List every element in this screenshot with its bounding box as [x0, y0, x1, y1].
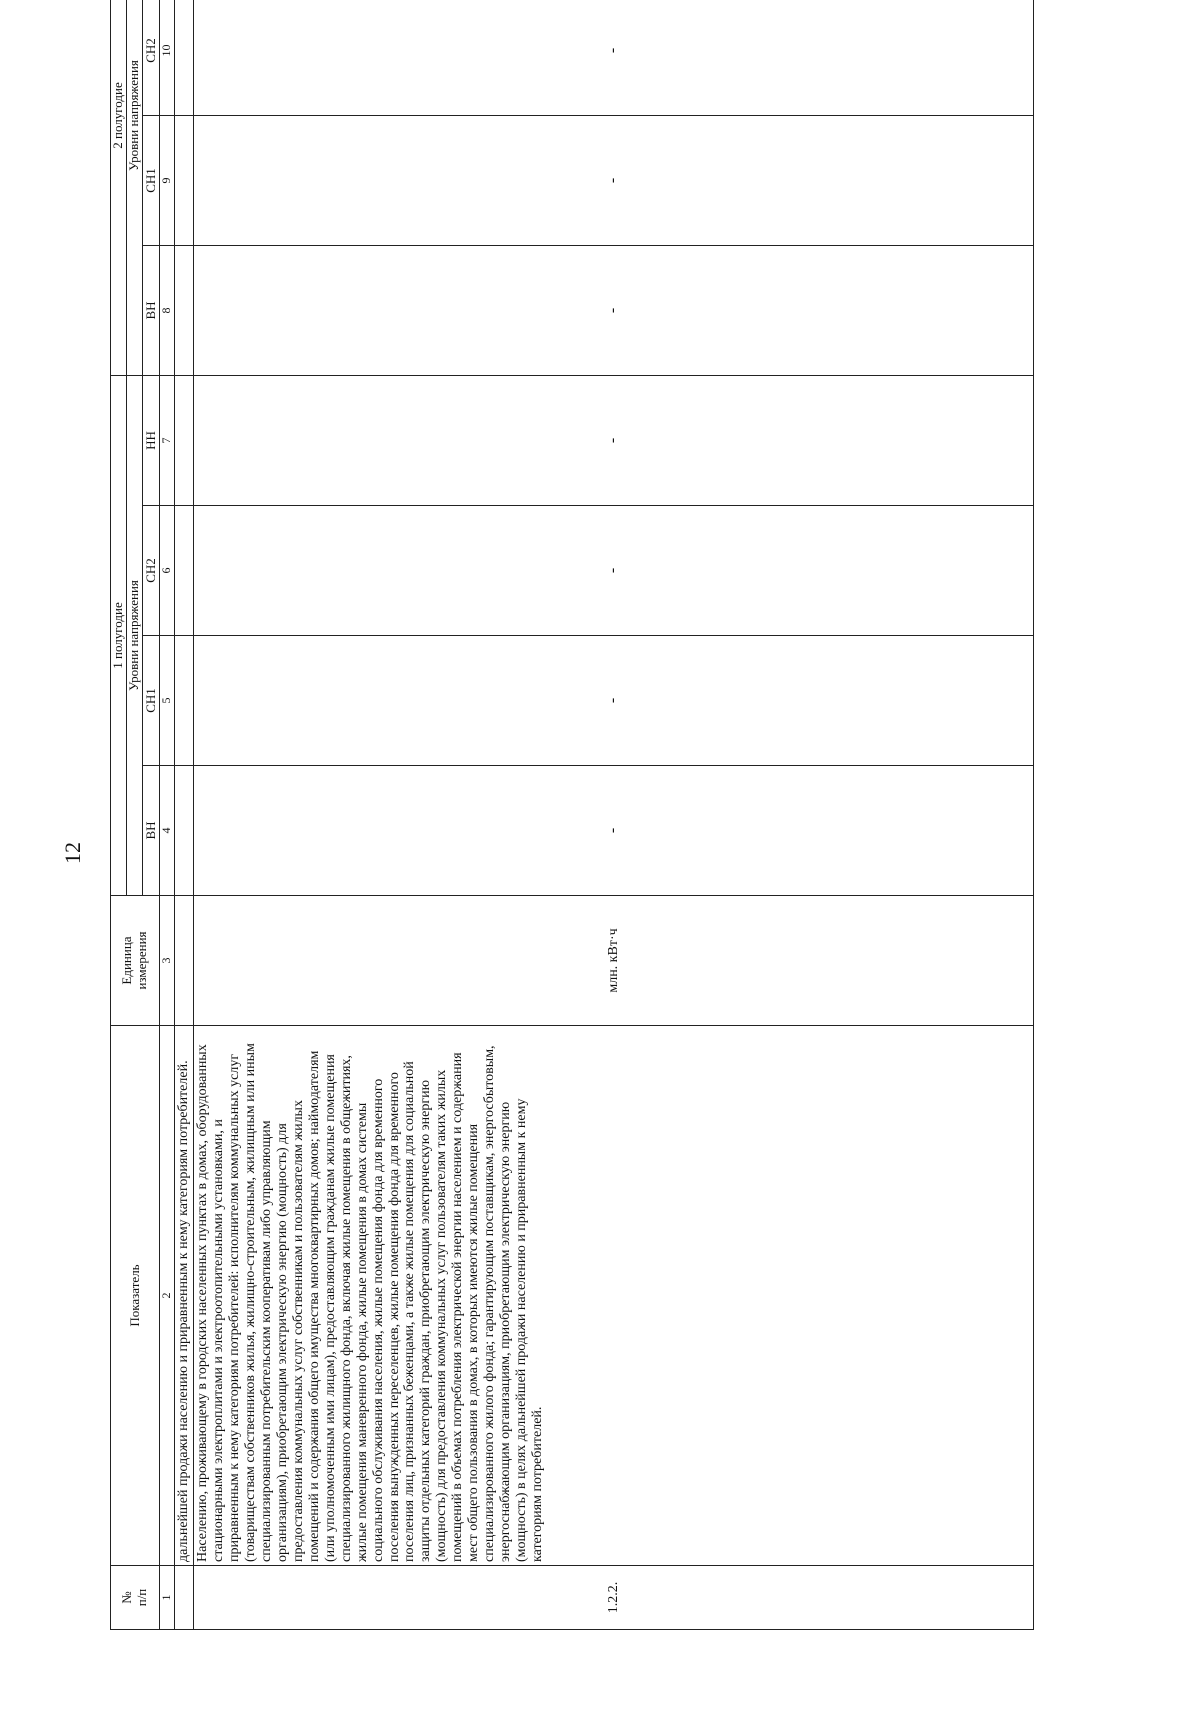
value-cell: - — [194, 246, 1034, 376]
table-row — [194, 0, 1034, 1630]
header-voltage-2: Уровни напряжения — [126, 0, 142, 376]
column-number: 4 — [160, 766, 175, 896]
row-unit — [175, 896, 194, 1026]
level-sn1-1: СН1 — [142, 636, 160, 766]
column-number: 7 — [160, 376, 175, 506]
level-sn2-1: СН2 — [142, 506, 160, 636]
column-number: 3 — [160, 896, 175, 1026]
header-unit: Единица измерения — [111, 896, 160, 1026]
header-indicator: Показатель — [111, 1026, 160, 1566]
header-half-1: 1 полугодие — [111, 376, 127, 896]
column-number: 1 — [160, 1566, 175, 1630]
rotated-table-container — [110, 38, 1075, 1630]
header-voltage-1: Уровни напряжения — [126, 376, 142, 896]
value-cell — [175, 376, 194, 506]
level-sn2-2: СН2 — [142, 0, 160, 116]
page-number: 12 — [60, 842, 85, 864]
value-cell: - — [194, 636, 1034, 766]
value-cell: - — [194, 0, 1034, 116]
value-cell — [175, 116, 194, 246]
column-number: 5 — [160, 636, 175, 766]
row-number — [175, 1566, 194, 1630]
value-cell — [175, 0, 194, 116]
table-row — [175, 0, 194, 1630]
column-number: 9 — [160, 116, 175, 246]
value-cell — [175, 506, 194, 636]
level-vn-1: ВН — [142, 766, 160, 896]
value-cell — [175, 636, 194, 766]
column-number: 10 — [160, 0, 175, 116]
value-cell — [175, 766, 194, 896]
level-nn-1: НН — [142, 376, 160, 506]
column-numbering-row — [160, 0, 175, 1630]
row-indicator-text: дальнейшей продажи населению и приравненным к нему категориям потребителей. — [175, 1026, 194, 1566]
row-indicator-text: Населению, проживающему в городских населенных пунктах в домах, оборудованных стационарными электроплитами и электроотопительными установками, и приравненным к нему категориям потребителей: исполнителям коммунальных услуг (товариществам собственников жилья, жилищно-строительным, жилищным или иным специализированным потребительским кооперативам либо управляющим организациям), приобретающим электрическую энергию (мощность) для предоставления коммунальных услуг собственникам и пользователям жилых помещений и содержания общего имущества многоквартирных домов; наймодателям (или уполномоченным ими лицам), предоставляющим гражданам жилые помещения специализированного жилищного фонда, включая жилые помещения в общежитиях, жилые помещения маневренного фонда, жилые помещения в домах системы социального обслуживания населения, жилые помещения фонда для временного поселения вынужденных переселенцев, жилые помещения фонда для временного поселения лиц, признанных беженцами, а также жилые помещения для социальной защиты отдельных категорий граждан, приобретающим электрическую энергию (мощность) для предоставления коммунальных услуг пользователям таких жилых помещений в объемах потребления электрической энергии населением и содержания мест общего пользования в домах, в которых имеются жилые помещения специализированного жилого фонда; гарантирующим поставщикам, энергосбытовым, энергоснабжающим организациям, приобретающим электрическую энергию (мощность) в целях дальнейшей продажи населению и приравненным к нему категориям потребителей. — [194, 1026, 1034, 1566]
column-number: 6 — [160, 506, 175, 636]
value-cell: - — [194, 766, 1034, 896]
header-number: № п/п — [111, 1566, 160, 1630]
value-cell — [175, 246, 194, 376]
row-unit: млн. кВт·ч — [194, 896, 1034, 1026]
row-number: 1.2.2. — [194, 1566, 1034, 1630]
header-half-2: 2 полугодие — [111, 0, 127, 376]
column-number: 2 — [160, 1026, 175, 1566]
level-vn-2: ВН — [142, 246, 160, 376]
level-sn1-2: СН1 — [142, 116, 160, 246]
value-cell: - — [194, 506, 1034, 636]
value-cell: - — [194, 116, 1034, 246]
value-cell: - — [194, 376, 1034, 506]
column-number: 8 — [160, 246, 175, 376]
indicators-table — [110, 0, 1034, 1630]
